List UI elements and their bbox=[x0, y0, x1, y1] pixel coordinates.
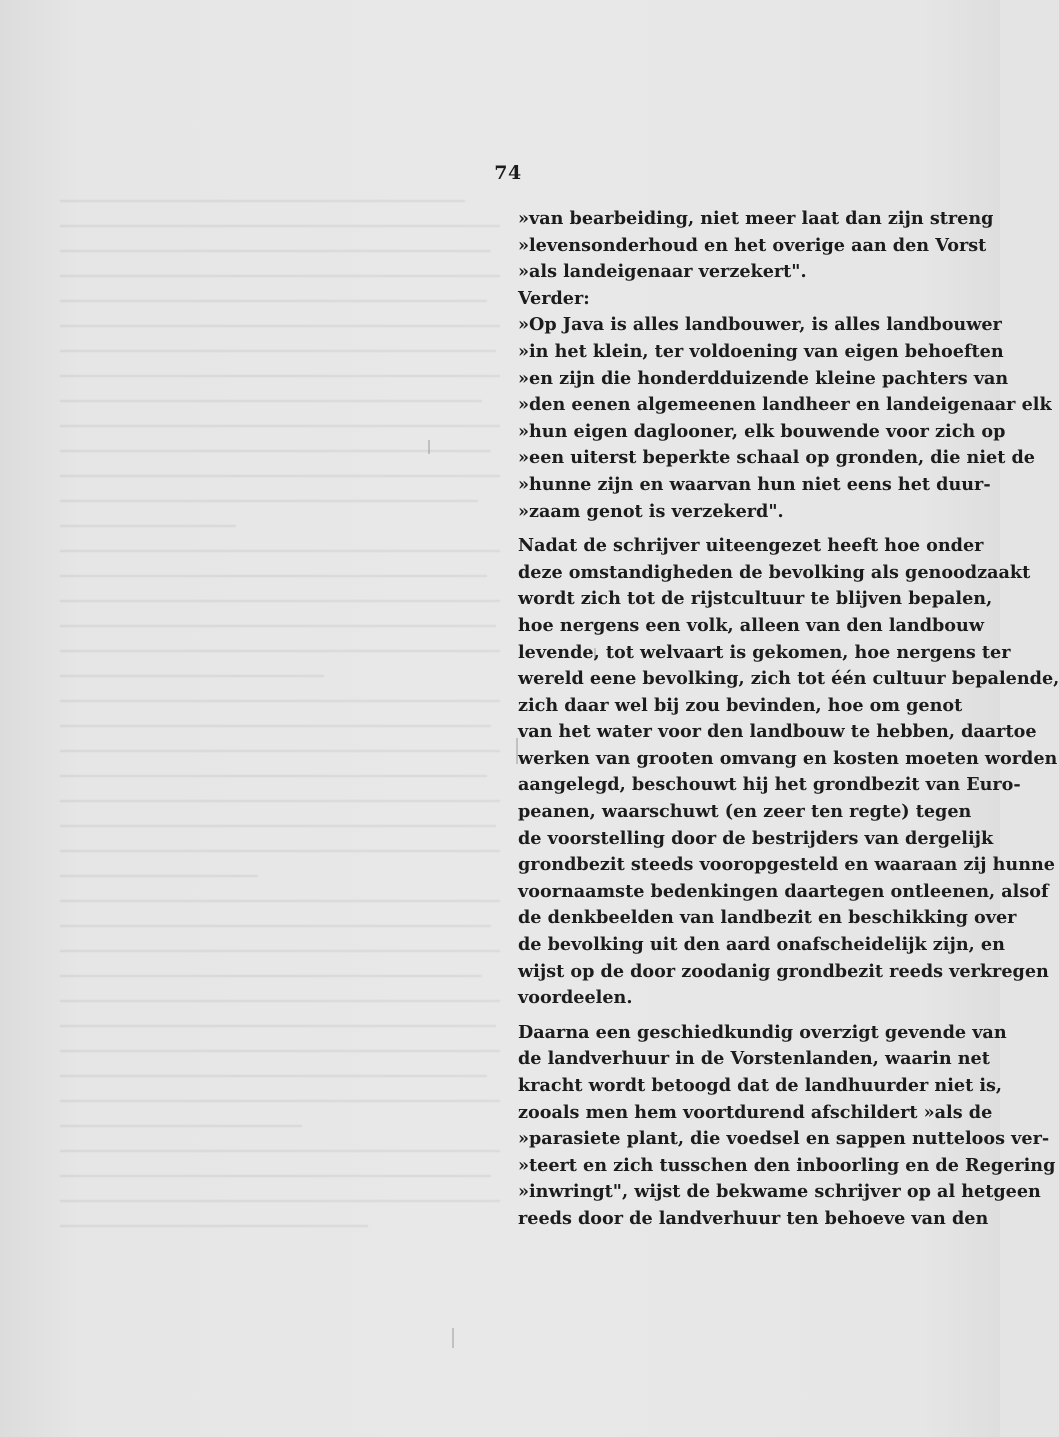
text-line: wereld eene bevolking, zich tot één cultuur bepalende, bbox=[518, 668, 1059, 690]
text-line: »Op Java is alles landbouwer, is alles landbouwer bbox=[518, 314, 1002, 336]
paragraph-gap bbox=[518, 525, 940, 533]
text-line: »hunne zijn en waarvan hun niet eens het duur- bbox=[518, 473, 991, 495]
paragraph bbox=[518, 286, 940, 313]
scan-speck bbox=[428, 440, 430, 454]
text-line: Verder: bbox=[518, 287, 590, 309]
text-line: »inwringt", wijst de bekwame schrijver op al hetgeen bbox=[518, 1181, 1041, 1203]
text-line: Daarna een geschiedkundig overzigt gevende van bbox=[518, 1021, 1007, 1043]
text-line: peanen, waarschuwt (en zeer ten regte) tegen bbox=[518, 801, 972, 823]
scan-speck bbox=[452, 1328, 454, 1348]
page-number: 74 bbox=[494, 162, 522, 184]
text-line: levende, tot welvaart is gekomen, hoe nergens ter bbox=[518, 641, 1011, 663]
text-line: voordeelen. bbox=[518, 987, 633, 1009]
text-line: »zaam genot is verzekerd". bbox=[518, 500, 784, 522]
text-line: hoe nergens een volk, alleen van den landbouw bbox=[518, 614, 984, 636]
text-line: de voorstelling door de bestrijders van dergelijk bbox=[518, 827, 994, 849]
text-line: wijst op de door zoodanig grondbezit reeds verkregen bbox=[518, 960, 1049, 982]
text-line: de bevolking uit den aard onafscheidelijk zijn, en bbox=[518, 934, 1005, 956]
text-line: van het water voor den landbouw te hebben, daartoe bbox=[518, 721, 1037, 743]
paragraph-gap bbox=[518, 1012, 940, 1020]
text-line: aangelegd, beschouwt hij het grondbezit van Euro- bbox=[518, 774, 1021, 796]
text-line: »van bearbeiding, niet meer laat dan zijn streng bbox=[518, 208, 994, 229]
text-line: grondbezit steeds vooropgesteld en waaraan zij hunne bbox=[518, 854, 1055, 876]
text-line: zooals men hem voortdurend afschildert »als de bbox=[518, 1101, 993, 1123]
text-line: »levensonderhoud en het overige aan den Vorst bbox=[518, 234, 987, 256]
paragraph bbox=[518, 533, 1059, 1012]
text-line: deze omstandigheden de bevolking als genoodzaakt bbox=[518, 561, 1031, 583]
text-line: »en zijn die honderdduizende kleine pachters van bbox=[518, 367, 1009, 389]
paragraph bbox=[518, 1020, 1056, 1233]
paragraph bbox=[518, 206, 994, 286]
text-line: »teert en zich tusschen den inboorling en de Regering bbox=[518, 1154, 1056, 1176]
text-line: de denkbeelden van landbezit en beschikking over bbox=[518, 907, 1017, 929]
text-line: »parasiete plant, die voedsel en sappen nutteloos ver- bbox=[518, 1128, 1050, 1150]
text-line: »hun eigen daglooner, elk bouwende voor zich op bbox=[518, 420, 1006, 442]
text-line: »in het klein, ter voldoening van eigen behoeften bbox=[518, 340, 1004, 362]
text-line: wordt zich tot de rijstcultuur te blijven bepalen, bbox=[518, 588, 993, 610]
text-line: de landverhuur in de Vorstenlanden, waarin net bbox=[518, 1048, 990, 1070]
text-line: »den eenen algemeenen landheer en landeigenaar elk bbox=[518, 394, 1052, 416]
text-line: reeds door de landverhuur ten behoeve van den bbox=[518, 1207, 989, 1229]
paragraph bbox=[518, 312, 1052, 525]
text-line: voornaamste bedenkingen daartegen ontleenen, alsof bbox=[518, 880, 1049, 902]
text-line: zich daar wel bij zou bevinden, hoe om genot bbox=[518, 694, 963, 716]
bleed-through-text bbox=[60, 200, 500, 1260]
text-line: »als landeigenaar verzekert". bbox=[518, 261, 807, 283]
text-line: Nadat de schrijver uiteengezet heeft hoe onder bbox=[518, 535, 984, 557]
text-line: kracht wordt betoogd dat de landhuurder niet is, bbox=[518, 1075, 1003, 1096]
text-line: »een uiterst beperkte schaal op gronden, die niet de bbox=[518, 447, 1035, 469]
text-column bbox=[518, 206, 1059, 1233]
text-line: werken van grooten omvang en kosten moeten worden bbox=[518, 747, 1058, 769]
